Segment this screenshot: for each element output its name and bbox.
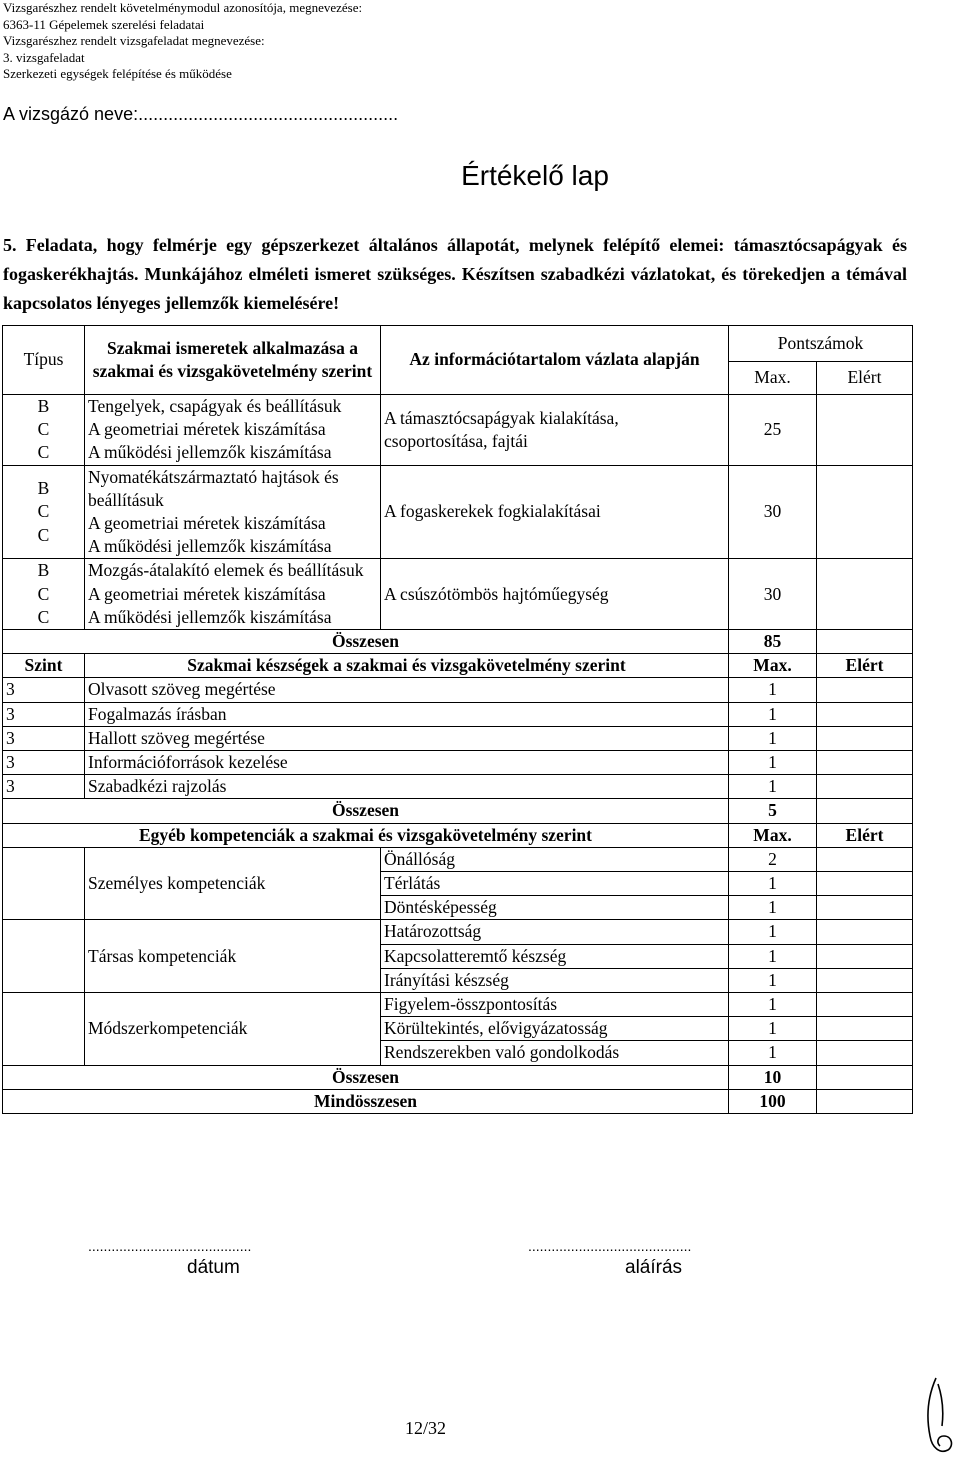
info-cell: A fogaskerekek fogkialakításai xyxy=(381,465,729,559)
signature-dotted-line: .......................................... xyxy=(528,1238,692,1254)
header-line: 3. vizsgafeladat xyxy=(3,49,85,65)
level-cell: 3 xyxy=(3,678,85,702)
competency-item: Figyelem-összpontosítás xyxy=(381,993,729,1017)
max-cell: 1 xyxy=(729,872,817,896)
achieved-cell[interactable] xyxy=(817,726,913,750)
col-info-header: Az információtartalom vázlata alapján xyxy=(381,326,729,395)
col-level-header: Szint xyxy=(3,654,85,678)
max-cell: 1 xyxy=(729,920,817,944)
max-cell: 1 xyxy=(729,775,817,799)
max-cell: 25 xyxy=(729,395,817,466)
achieved-cell[interactable] xyxy=(817,775,913,799)
col-skills-header: Szakmai készségek a szakmai és vizsgakövetelmény szerint xyxy=(85,654,729,678)
total-achieved[interactable] xyxy=(817,799,913,823)
task-description: 5. Feladata, hogy felmérje egy gépszerkezet általános állapotát, melynek felépítő elemei: támasztócsapágyak és fogaskerékhajtás. Munkájához elméleti ismeret szükséges. Készítsen szabadkézi vázlatokat, és törekedjen a témával kapcsolatos lényeges jellemzők kiemelésére! xyxy=(3,235,907,313)
skill-cell: Hallott szöveg megértése xyxy=(85,726,729,750)
col-points-header: Pontszámok xyxy=(729,326,913,362)
achieved-cell[interactable] xyxy=(817,896,913,920)
achieved-cell[interactable] xyxy=(817,751,913,775)
col-knowledge-header: Szakmai ismeretek alkalmazása a szakmai és vizsgakövetelmény szerint xyxy=(85,326,381,395)
header-line: Vizsgarészhez rendelt vizsgafeladat megnevezése: xyxy=(3,33,265,48)
competency-item: Önállóság xyxy=(381,847,729,871)
achieved-cell[interactable] xyxy=(817,559,913,630)
skill-cell: Fogalmazás írásban xyxy=(85,702,729,726)
max-cell: 1 xyxy=(729,896,817,920)
max-cell: 1 xyxy=(729,968,817,992)
max-cell: 1 xyxy=(729,702,817,726)
achieved-cell[interactable] xyxy=(817,465,913,559)
header-line: 6363-11 Gépelemek szerelési feladatai xyxy=(3,16,205,32)
other-competencies-header: Egyéb kompetenciák a szakmai és vizsgakövetelmény szerint xyxy=(3,823,729,847)
col-achieved-header: Elért xyxy=(817,362,913,395)
achieved-cell[interactable] xyxy=(817,702,913,726)
col-max-header: Max. xyxy=(729,823,817,847)
achieved-cell[interactable] xyxy=(817,678,913,702)
achieved-cell[interactable] xyxy=(817,993,913,1017)
grand-total-max: 100 xyxy=(729,1089,817,1113)
type-cell: B C C xyxy=(3,395,85,466)
type-cell: B C C xyxy=(3,465,85,559)
competency-group: Társas kompetenciák xyxy=(85,920,381,993)
knowledge-cell: Mozgás-átalakító elemek és beállításuk A geometriai méretek kiszámítása A működési jellemzők kiszámítása xyxy=(85,559,381,630)
max-cell: 1 xyxy=(729,1041,817,1065)
max-cell: 1 xyxy=(729,944,817,968)
knowledge-cell: Tengelyek, csapágyak és beállításuk A geometriai méretek kiszámítása A működési jellemzők kiszámítása xyxy=(85,395,381,466)
max-cell: 1 xyxy=(729,1017,817,1041)
competency-item: Térlátás xyxy=(381,872,729,896)
max-cell: 30 xyxy=(729,465,817,559)
achieved-cell[interactable] xyxy=(817,847,913,871)
col-max-header: Max. xyxy=(729,362,817,395)
competency-item: Körültekintés, elővigyázatosság xyxy=(381,1017,729,1041)
evaluation-table xyxy=(2,325,913,1114)
max-cell: 1 xyxy=(729,678,817,702)
level-cell: 3 xyxy=(3,726,85,750)
total-max: 5 xyxy=(729,799,817,823)
total-label: Összesen xyxy=(3,799,729,823)
header-line: Szerkezeti egységek felépítése és működése xyxy=(3,66,232,81)
achieved-cell[interactable] xyxy=(817,1041,913,1065)
max-cell: 1 xyxy=(729,993,817,1017)
total-label: Összesen xyxy=(3,1065,729,1089)
col-max-header: Max. xyxy=(729,654,817,678)
info-cell: A csúszótömbös hajtóműegység xyxy=(381,559,729,630)
document-header xyxy=(3,0,362,83)
total-achieved[interactable] xyxy=(817,630,913,654)
competency-item: Döntésképesség xyxy=(381,896,729,920)
achieved-cell[interactable] xyxy=(817,872,913,896)
empty-cell xyxy=(3,847,85,920)
achieved-cell[interactable] xyxy=(817,920,913,944)
level-cell: 3 xyxy=(3,751,85,775)
achieved-cell[interactable] xyxy=(817,1017,913,1041)
col-type-header: Típus xyxy=(3,326,85,395)
max-cell: 1 xyxy=(729,751,817,775)
skill-cell: Olvasott szöveg megértése xyxy=(85,678,729,702)
achieved-cell[interactable] xyxy=(817,968,913,992)
achieved-cell[interactable] xyxy=(817,944,913,968)
page-title: Értékelő lap xyxy=(461,160,609,191)
skill-cell: Információforrások kezelése xyxy=(85,751,729,775)
competency-group: Személyes kompetenciák xyxy=(85,847,381,920)
empty-cell xyxy=(3,920,85,993)
col-achieved-header: Elért xyxy=(817,654,913,678)
max-cell: 2 xyxy=(729,847,817,871)
skill-cell: Szabadkézi rajzolás xyxy=(85,775,729,799)
type-cell: B C C xyxy=(3,559,85,630)
competency-group: Módszerkompetenciák xyxy=(85,993,381,1066)
max-cell: 30 xyxy=(729,559,817,630)
empty-cell xyxy=(3,993,85,1066)
handwritten-signature-icon xyxy=(918,1376,958,1456)
competency-item: Határozottság xyxy=(381,920,729,944)
grand-total-label: Mindösszesen xyxy=(3,1089,729,1113)
level-cell: 3 xyxy=(3,775,85,799)
competency-item: Irányítási készség xyxy=(381,968,729,992)
grand-total-achieved[interactable] xyxy=(817,1089,913,1113)
date-label: dátum xyxy=(187,1257,240,1278)
max-cell: 1 xyxy=(729,726,817,750)
total-label: Összesen xyxy=(3,630,729,654)
date-dotted-line: .......................................... xyxy=(88,1238,252,1254)
level-cell: 3 xyxy=(3,702,85,726)
competency-item: Rendszerekben való gondolkodás xyxy=(381,1041,729,1065)
col-achieved-header: Elért xyxy=(817,823,913,847)
info-cell: A támasztócsapágyak kialakítása, csoportosítása, fajtái xyxy=(381,395,729,466)
knowledge-cell: Nyomatékátszármaztató hajtások és beállításuk A geometriai méretek kiszámítása A működési jellemzők kiszámítása xyxy=(85,465,381,559)
candidate-name-line: A vizsgázó neve:.................................................... xyxy=(3,104,399,124)
achieved-cell[interactable] xyxy=(817,395,913,466)
total-max: 10 xyxy=(729,1065,817,1089)
total-max: 85 xyxy=(729,630,817,654)
page-number: 12/32 xyxy=(405,1418,447,1438)
total-achieved[interactable] xyxy=(817,1065,913,1089)
header-line: Vizsgarészhez rendelt követelménymodul azonosítója, megnevezése: xyxy=(3,0,363,15)
competency-item: Kapcsolatteremtő készség xyxy=(381,944,729,968)
signature-label: aláírás xyxy=(625,1257,683,1278)
